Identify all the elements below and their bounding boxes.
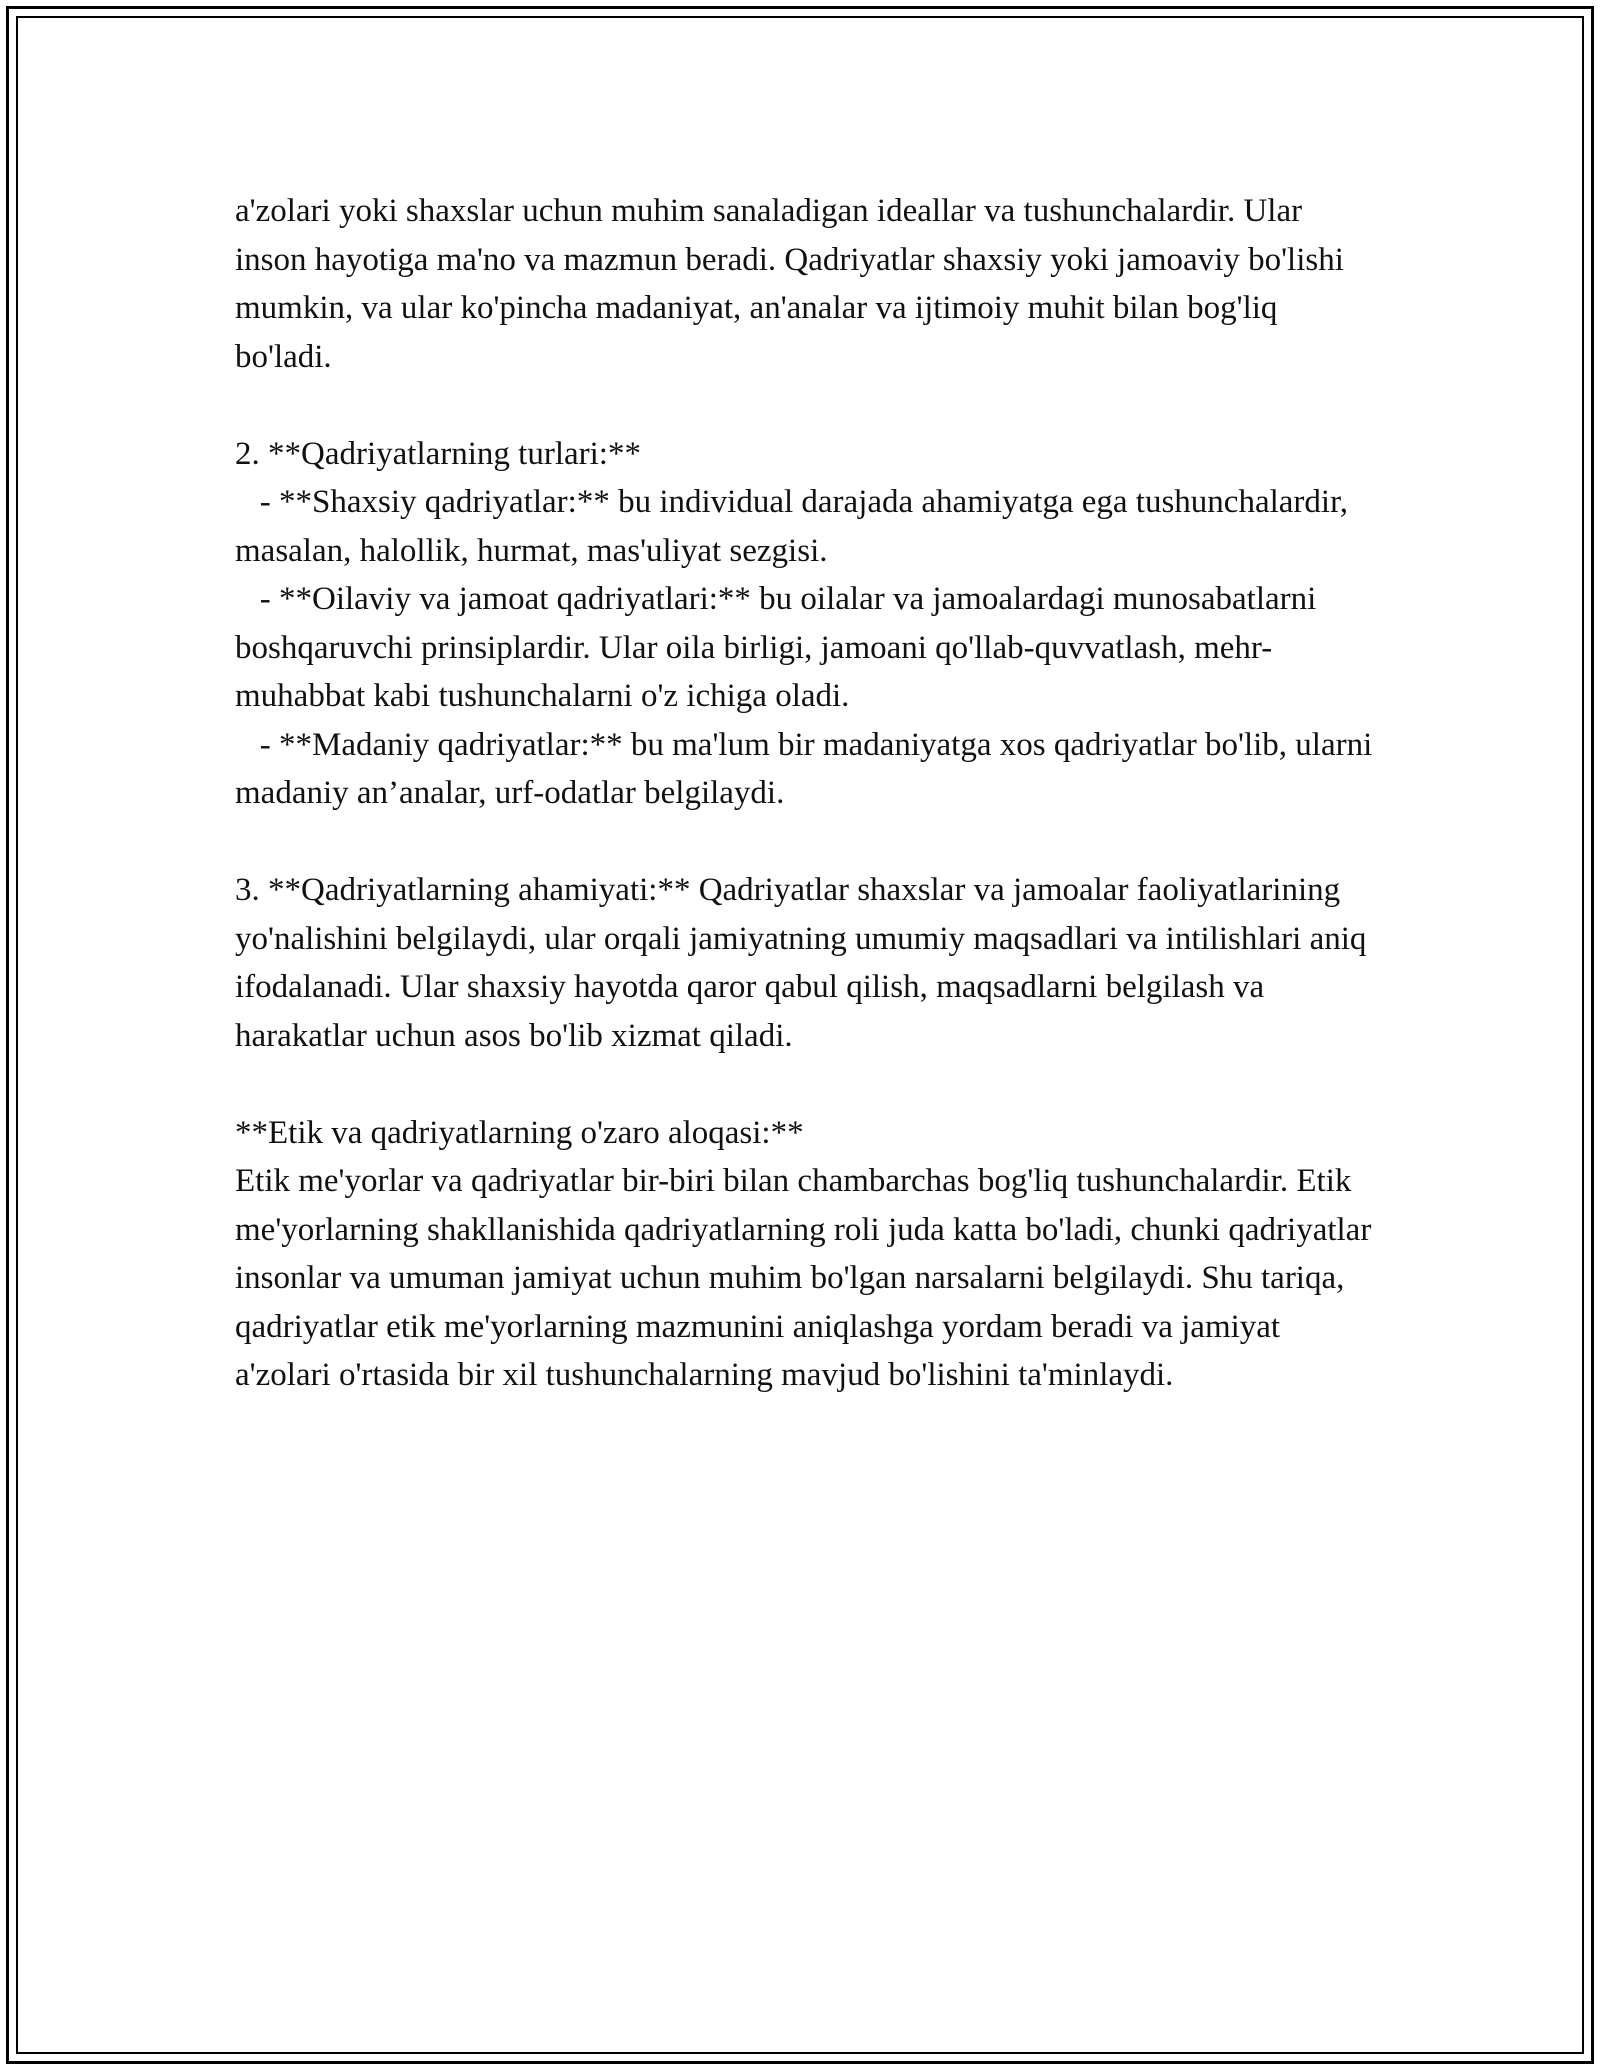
paragraph-gap xyxy=(235,818,1375,867)
list-item-personal-values: - **Shaxsiy qadriyatlar:** bu individual darajada ahamiyatga ega tushunchalardir, masalan, halollik, hurmat, mas'uliyat sezgisi. xyxy=(235,484,1357,569)
paragraph-values-importance: 3. **Qadriyatlarning ahamiyati:** Qadriyatlar shaxslar va jamoalar faoliyatlarining yo'nalishini belgilaydi, ular orqali jamiyatning umumiy maqsadlari va intilishlari aniq ifodalanadi. Ular shaxsiy hayotda qaror qabul qilish, maqsadlarni belgilash va harakatlar uchun asos bo'lib xizmat qiladi. xyxy=(235,872,1375,1054)
heading-values-types: 2. **Qadriyatlarning turlari:** xyxy=(235,435,641,472)
heading-ethics-values-relation: **Etik va qadriyatlarning o'zaro aloqasi:** xyxy=(235,1114,804,1151)
list-item-family-community-values: - **Oilaviy va jamoat qadriyatlari:** bu oilalar va jamoalardagi munosabatlarni boshqaruvchi prinsiplardir. Ular oila birligi, jamoani qo'llab-quvvatlash, mehr-muhabbat kabi tushunchalarni o'z ichiga oladi. xyxy=(235,581,1325,714)
paragraph-ethics-values-relation: Etik me'yorlar va qadriyatlar bir-biri bilan chambarchas bog'liq tushunchalardir. Etik me'yorlarning shakllanishida qadriyatlarning roli juda katta bo'ladi, chunki qadriyatlar insonlar va umuman jamiyat uchun muhim bo'lgan narsalarni belgilaydi. Shu tariqa, qadriyatlar etik me'yorlarning mazmunini aniqlashga yordam beradi va jamiyat a'zolari o'rtasida bir xil tushunchalarning mavjud bo'lishini ta'minlaydi. xyxy=(235,1163,1380,1393)
list-item-cultural-values: - **Madaniy qadriyatlar:** bu ma'lum bir madaniyatga xos qadriyatlar bo'lib, ularni madaniy an’analar, urf-odatlar belgilaydi. xyxy=(235,726,1381,811)
paragraph-gap xyxy=(235,381,1375,430)
document-body xyxy=(235,187,1381,1400)
paragraph-gap xyxy=(235,1060,1375,1109)
paragraph-values-definition: a'zolari yoki shaxslar uchun muhim sanaladigan ideallar va tushunchalardir. Ular inson hayotiga ma'no va mazmun beradi. Qadriyatlar shaxsiy yoki jamoaviy bo'lishi mumkin, va ular ko'pincha madaniyat, an'analar va ijtimoiy muhit bilan bog'liq bo'ladi. xyxy=(235,193,1353,375)
